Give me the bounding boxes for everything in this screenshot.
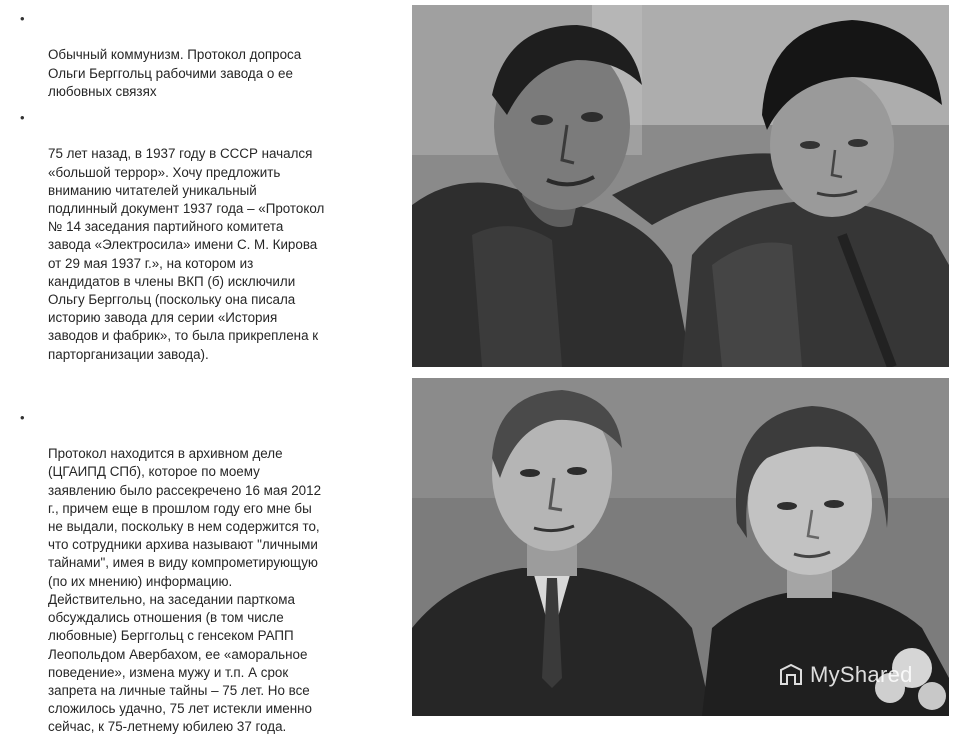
watermark <box>778 660 913 690</box>
myshared-logo-icon <box>778 662 804 688</box>
top-photograph-drawing <box>412 5 949 367</box>
bullet-text: Протокол находится в архивном деле (ЦГАИПД СПб), которое по моему заявлению было рассекречено 16 мая 2012 г., причем еще в прошлом году его мне бы не выдали, поскольку в нем содержится то, что сотрудники архива называют "личными тайнами", имея в виду компрометирующую (по их мнению) информацию. Действительно, на заседании парткома обсуждались отношения (в том числе любовные) Берггольц с генсеком РАПП Леопольдом Авербахом, ее «аморальное поведение», измена мужу и т.п. А срок запрета на личные тайны – 75 лет. Но все сложилось удачно, 75 лет истекли именно сейчас, к 75-летнему юбилею 37 года. <box>48 446 322 735</box>
bullet-item <box>20 10 392 101</box>
bullet-text: 75 лет назад, в 1937 году в СССР начался «большой террор». Хочу предложить вниманию читателей уникальный подлинный документ 1937 года – «Протокол № 14 заседания партийного комитета завода «Электросила» имени С. М. Кирова от 29 мая 1937 г.», на котором из кандидатов в члены ВКП (б) исключили Ольгу Берггольц (поскольку она писала историю завода для серии «История заводов и фабрик», то была прикреплена к парторганизации завода). <box>48 146 325 362</box>
bullet-dot: • <box>20 11 25 26</box>
text-column <box>20 10 392 737</box>
top-photograph <box>412 5 949 367</box>
bullet-dot: • <box>20 110 25 126</box>
bullet-item <box>20 109 392 364</box>
watermark-text: MyShared <box>810 662 913 687</box>
bullet-dot: • <box>20 409 25 425</box>
bullet-item <box>20 409 392 737</box>
bullet-text: Обычный коммунизм. Протокол допроса Ольги Берггольц рабочими завода о ее любовных связях <box>48 47 302 99</box>
